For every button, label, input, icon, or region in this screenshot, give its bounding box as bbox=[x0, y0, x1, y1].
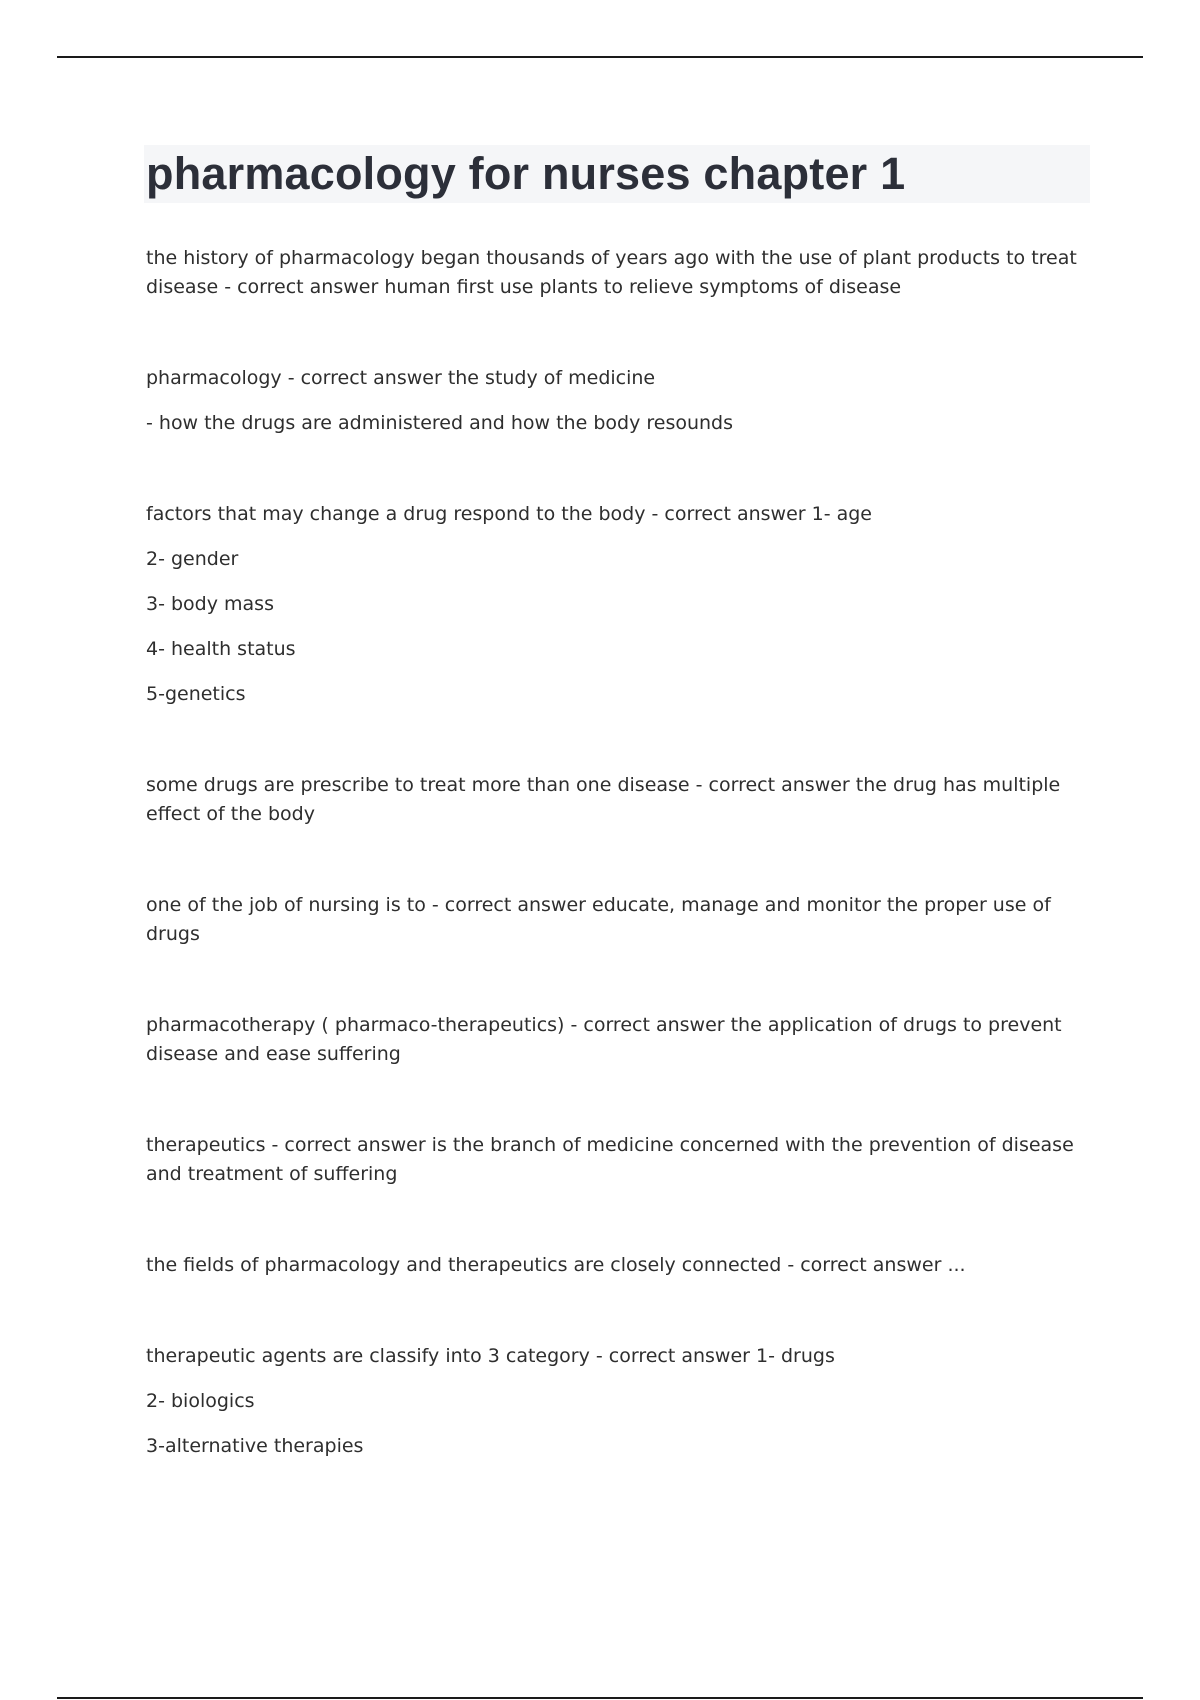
page-title: pharmacology for nurses chapter 1 bbox=[146, 148, 906, 199]
top-rule bbox=[57, 56, 1143, 58]
qa-line: some drugs are prescribe to treat more than one disease - correct answer the drug has multiple effect of the body bbox=[146, 774, 1061, 825]
qa-entry-pharmacology bbox=[146, 364, 1096, 438]
qa-line: 2- biologics bbox=[146, 1390, 255, 1412]
bottom-rule bbox=[57, 1697, 1143, 1699]
qa-entry-pharmacotherapy bbox=[146, 1011, 1096, 1069]
document-body bbox=[146, 244, 1096, 1461]
qa-line: the history of pharmacology began thousands of years ago with the use of plant products to treat disease - correct answer human first use plants to relieve symptoms of disease bbox=[146, 247, 1077, 298]
qa-line: factors that may change a drug respond to the body - correct answer 1- age bbox=[146, 503, 872, 525]
qa-line: pharmacology - correct answer the study of medicine bbox=[146, 367, 656, 389]
qa-line: pharmacotherapy ( pharmaco-therapeutics) - correct answer the application of drugs to prevent disease and ease suffering bbox=[146, 1014, 1062, 1065]
qa-entry-nursing-job bbox=[146, 891, 1096, 949]
qa-entry-fields-connected bbox=[146, 1251, 1096, 1280]
qa-line: - how the drugs are administered and how the body resounds bbox=[146, 412, 734, 434]
qa-line: 4- health status bbox=[146, 638, 296, 660]
qa-line: 2- gender bbox=[146, 548, 239, 570]
qa-entry-therapeutics bbox=[146, 1131, 1096, 1189]
qa-line: the fields of pharmacology and therapeutics are closely connected - correct answer ... bbox=[146, 1254, 966, 1276]
qa-entry-history bbox=[146, 244, 1096, 302]
qa-line: therapeutics - correct answer is the branch of medicine concerned with the prevention of disease and treatment of suffering bbox=[146, 1134, 1074, 1185]
qa-line: 3- body mass bbox=[146, 593, 274, 615]
qa-line: therapeutic agents are classify into 3 category - correct answer 1- drugs bbox=[146, 1345, 835, 1367]
qa-line: 3-alternative therapies bbox=[146, 1435, 364, 1457]
qa-line: one of the job of nursing is to - correct answer educate, manage and monitor the proper use of drugs bbox=[146, 894, 1051, 945]
qa-entry-factors bbox=[146, 500, 1096, 709]
qa-entry-therapeutic-agents bbox=[146, 1342, 1096, 1461]
qa-line: 5-genetics bbox=[146, 683, 246, 705]
qa-entry-multiple-effect bbox=[146, 771, 1096, 829]
